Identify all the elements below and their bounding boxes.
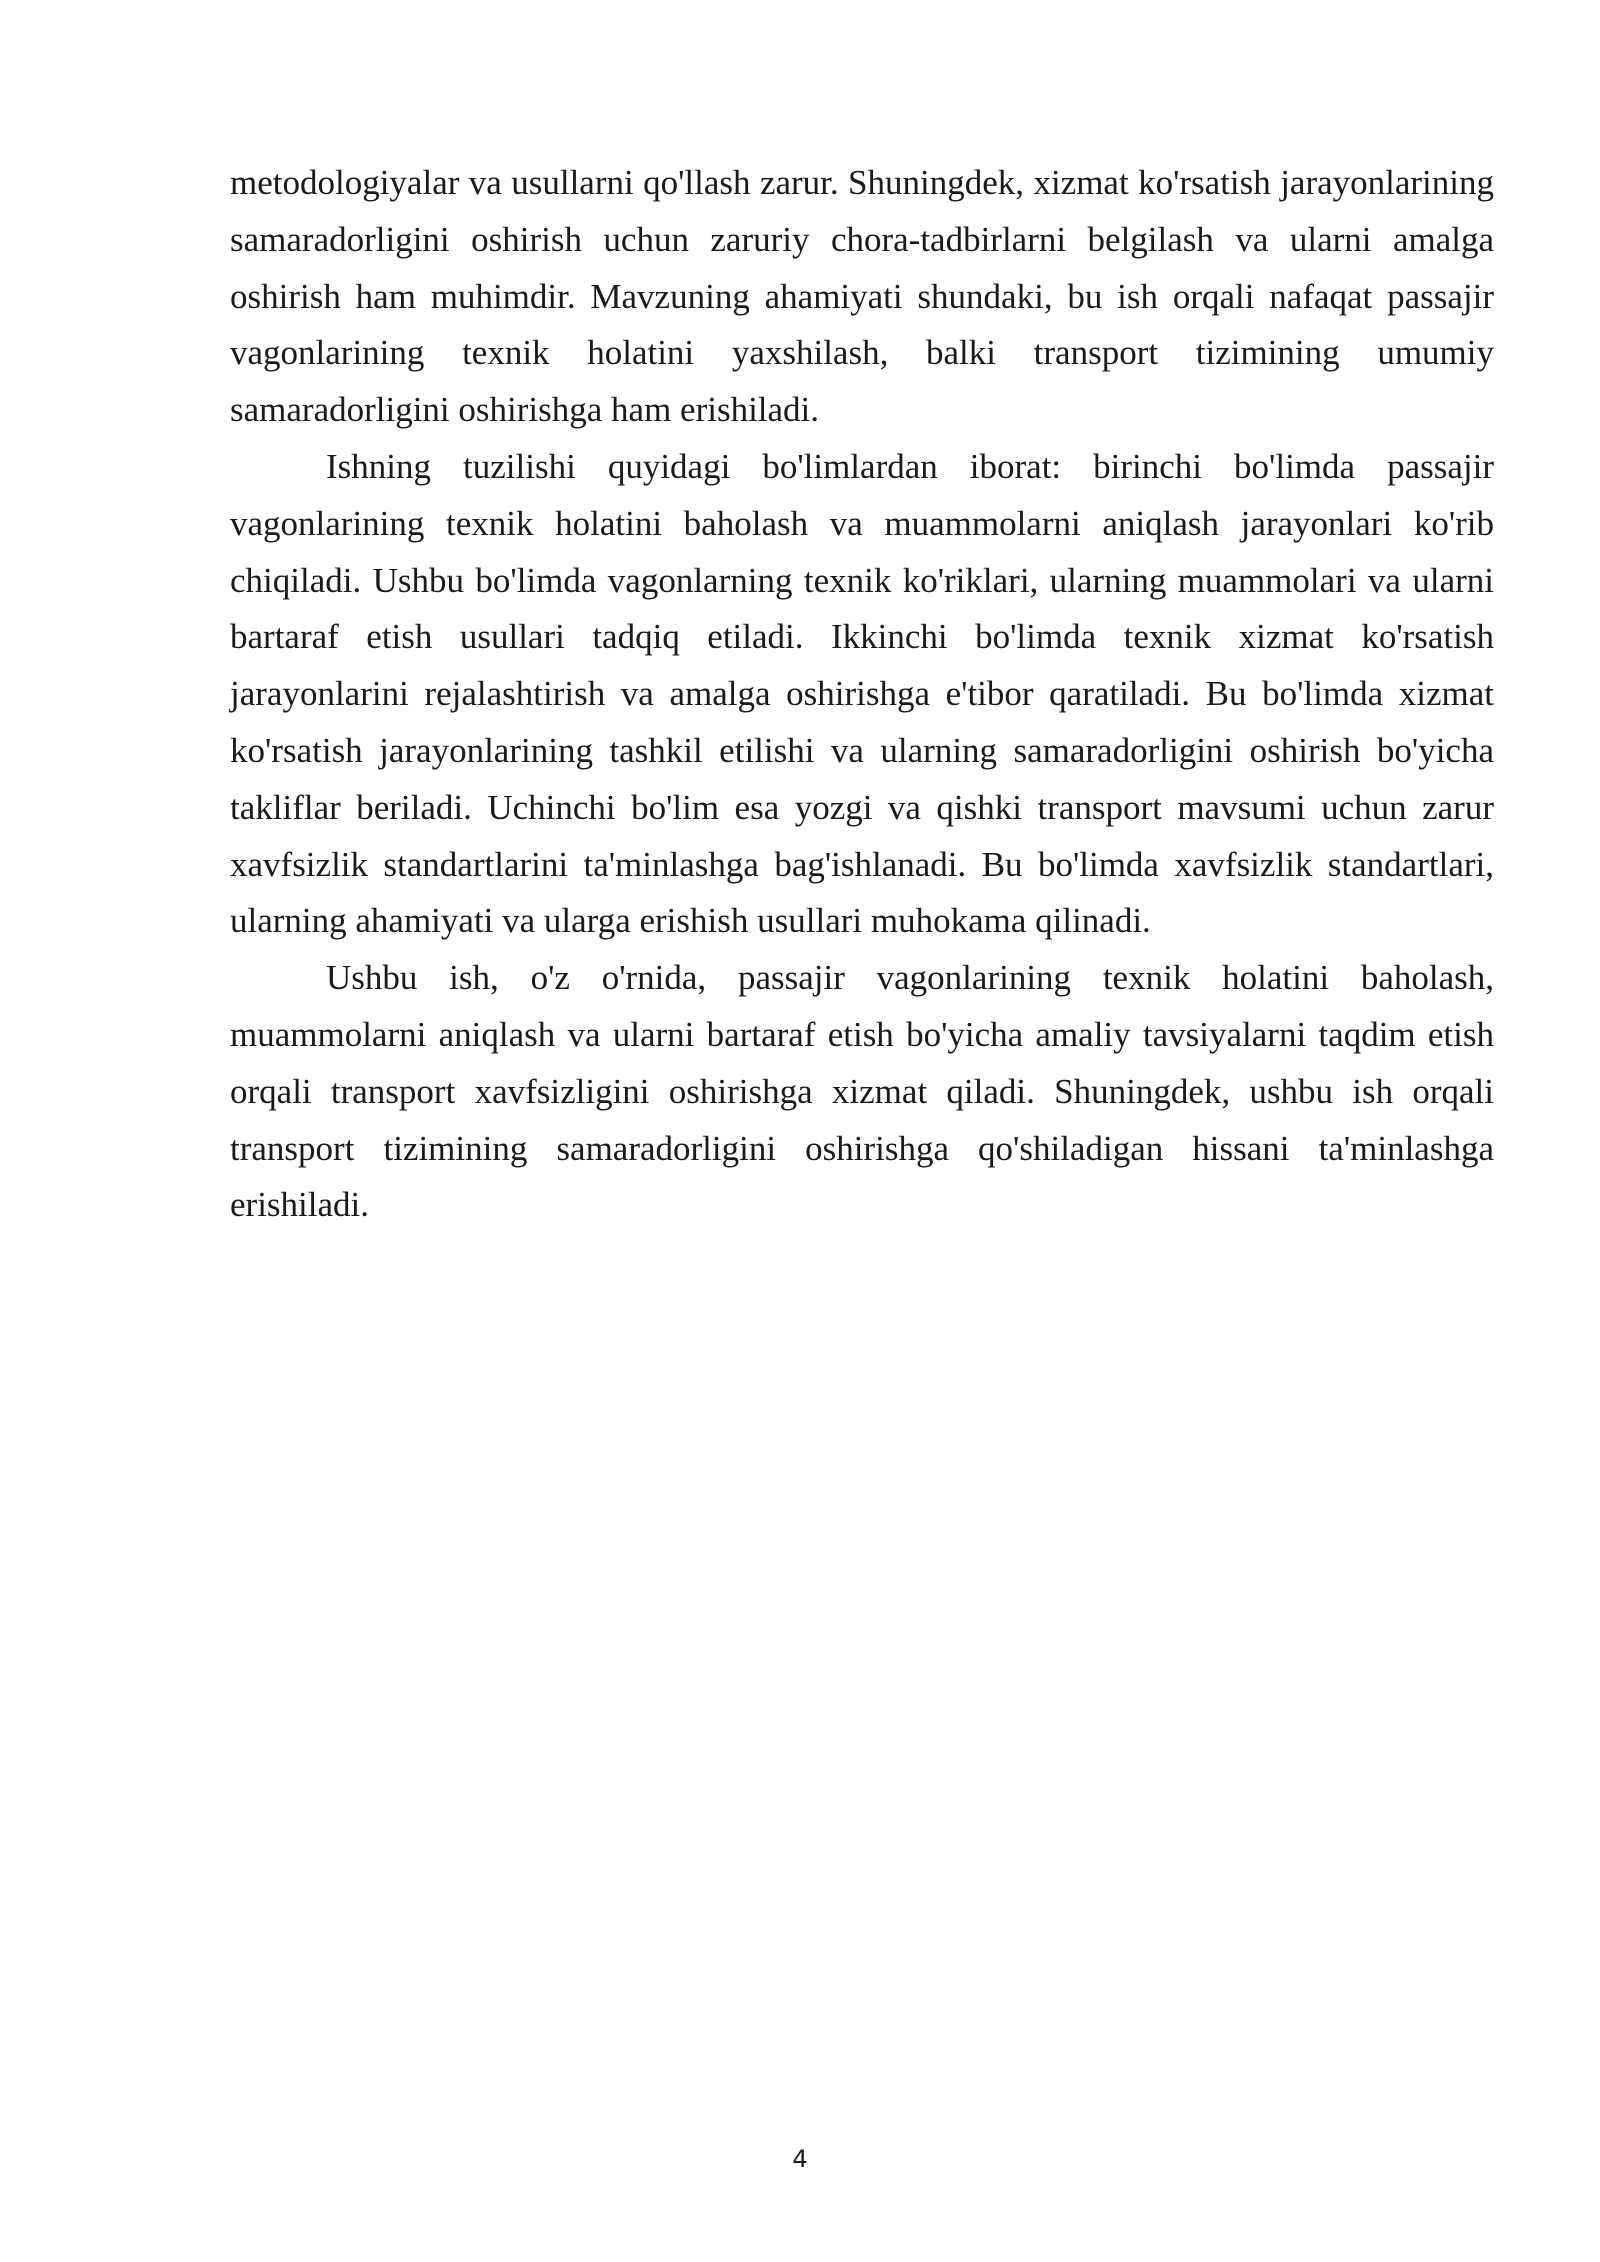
page-number: 4 [792,2145,808,2173]
paragraph-1: metodologiyalar va usullarni qo'llash zarur. Shuningdek, xizmat ko'rsatish jarayonlarining samaradorligini oshirish uchun zaruriy chora-tadbirlarni belgilash va ularni amalga oshirish ham muhimdir. Mavzuning ahamiyati shundaki, bu ish orqali nafaqat passajir vagonlarining texnik holatini yaxshilash, balki transport tizimining umumiy samaradorligini oshirishga ham erishiladi. [230,163,1494,430]
body-text [230,155,1494,1234]
paragraph-3: Ushbu ish, o'z o'rnida, passajir vagonlarining texnik holatini baholash, muammolarni aniqlash va ularni bartaraf etish bo'yicha amaliy tavsiyalarni taqdim etish orqali transport xavfsizligini oshirishga xizmat qiladi. Shuningdek, ushbu ish orqali transport tizimining samaradorligini oshirishga qo'shiladigan hissani ta'minlashga erishiladi. [230,958,1494,1225]
paragraph-2: Ishning tuzilishi quyidagi bo'limlardan iborat: birinchi bo'limda passajir vagonlarining texnik holatini baholash va muammolarni aniqlash jarayonlari ko'rib chiqiladi. Ushbu bo'limda vagonlarning texnik ko'riklari, ularning muammolari va ularni bartaraf etish usullari tadqiq etiladi. Ikkinchi bo'limda texnik xizmat ko'rsatish jarayonlarini rejalashtirish va amalga oshirishga e'tibor qaratiladi. Bu bo'limda xizmat ko'rsatish jarayonlarining tashkil etilishi va ularning samaradorligini oshirish bo'yicha takliflar beriladi. Uchinchi bo'lim esa yozgi va qishki transport mavsumi uchun zarur xavfsizlik standartlarini ta'minlashga bag'ishlanadi. Bu bo'limda xavfsizlik standartlari, ularning ahamiyati va ularga erishish usullari muhokama qilinadi. [230,446,1494,941]
